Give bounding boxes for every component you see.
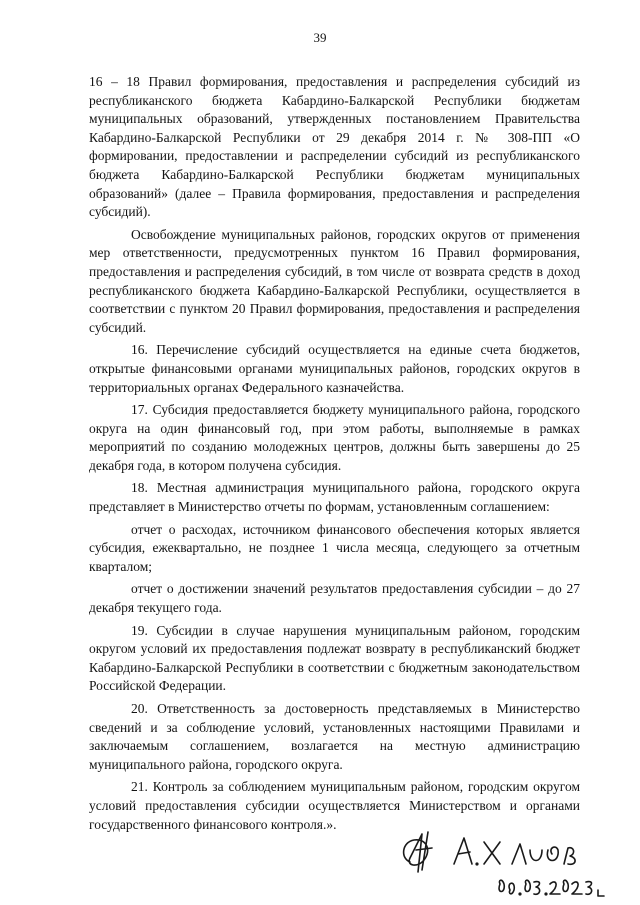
paragraph-continuation: 16 – 18 Правил формирования, предоставления и распределения субсидий из республиканского бюджета Кабардино-Балкарской Республики бюджетам муниципальных образований, утвержденных постановлением Правительства Кабардино-Балкарской Республики от 29 декабря 2014 г. № 308-ПП «О формировании, предоставлении и распределении субсидий из республиканского бюджета Кабардино-Балкарской Республики бюджетам муниципальных образований» (далее – Правила формирования, предоставления и распределения субсидий).	[89, 74, 580, 220]
paragraph-19: 19. Субсидии в случае нарушения муниципальным районом, городским округом условий их предоставления подлежат возврату в республиканский бюджет Кабардино-Балкарской Республики в соответствии с бюджетным законодательством Российской Федерации.	[89, 622, 580, 694]
paragraph-21: 21. Контроль за соблюдением муниципальным районом, городским округом условий предоставления субсидии осуществляется Министерством и органами государственного финансового контроля.».	[89, 779, 580, 832]
paragraph-16: 16. Перечисление субсидий осуществляется на единые счета бюджетов, открытые финансовыми органами муниципальных районов, городских округов в территориальных органах Федерального казначейства.	[89, 342, 580, 395]
paragraph-18-item-expenses: отчет о расходах, источником финансового обеспечения которых является субсидия, ежеквартально, не позднее 1 числа месяца, следующего за отчетным кварталом;	[89, 521, 580, 574]
paragraph-18: 18. Местная администрация муниципального района, городского округа представляет в Министерство отчеты по формам, установленным соглашением:	[89, 480, 580, 515]
page-number: 39	[313, 30, 327, 45]
paragraph-20: 20. Ответственность за достоверность представляемых в Министерство сведений и за соблюдение условий, установленных настоящими Правилами и заключаемым соглашением, возлагается на местную администрацию муниципального района, городского округа.	[89, 701, 580, 772]
document-body	[89, 73, 580, 838]
paragraph-exemption: Освобождение муниципальных районов, городских округов от применения мер ответственности, предусмотренных пунктом 16 Правил формирования, предоставления и распределения субсидий, в том числе от возврата средств в доход республиканского бюджета Кабардино-Балкарской Республики, осуществляется в соответствии с пунктом 20 Правил формирования, предоставления и распределения субсидий.	[89, 226, 580, 335]
handwritten-signature	[392, 820, 612, 900]
paragraph-18-item-results: отчет о достижении значений результатов предоставления субсидии – до 27 декабря текущего года.	[89, 581, 580, 616]
paragraph-17: 17. Субсидия предоставляется бюджету муниципального района, городского округа на один финансовый год, при этом работы, выполняемые в рамках мероприятий по созданию молодежных центров, должны быть завершены до 25 декабря года, в котором получена субсидия.	[89, 402, 580, 473]
